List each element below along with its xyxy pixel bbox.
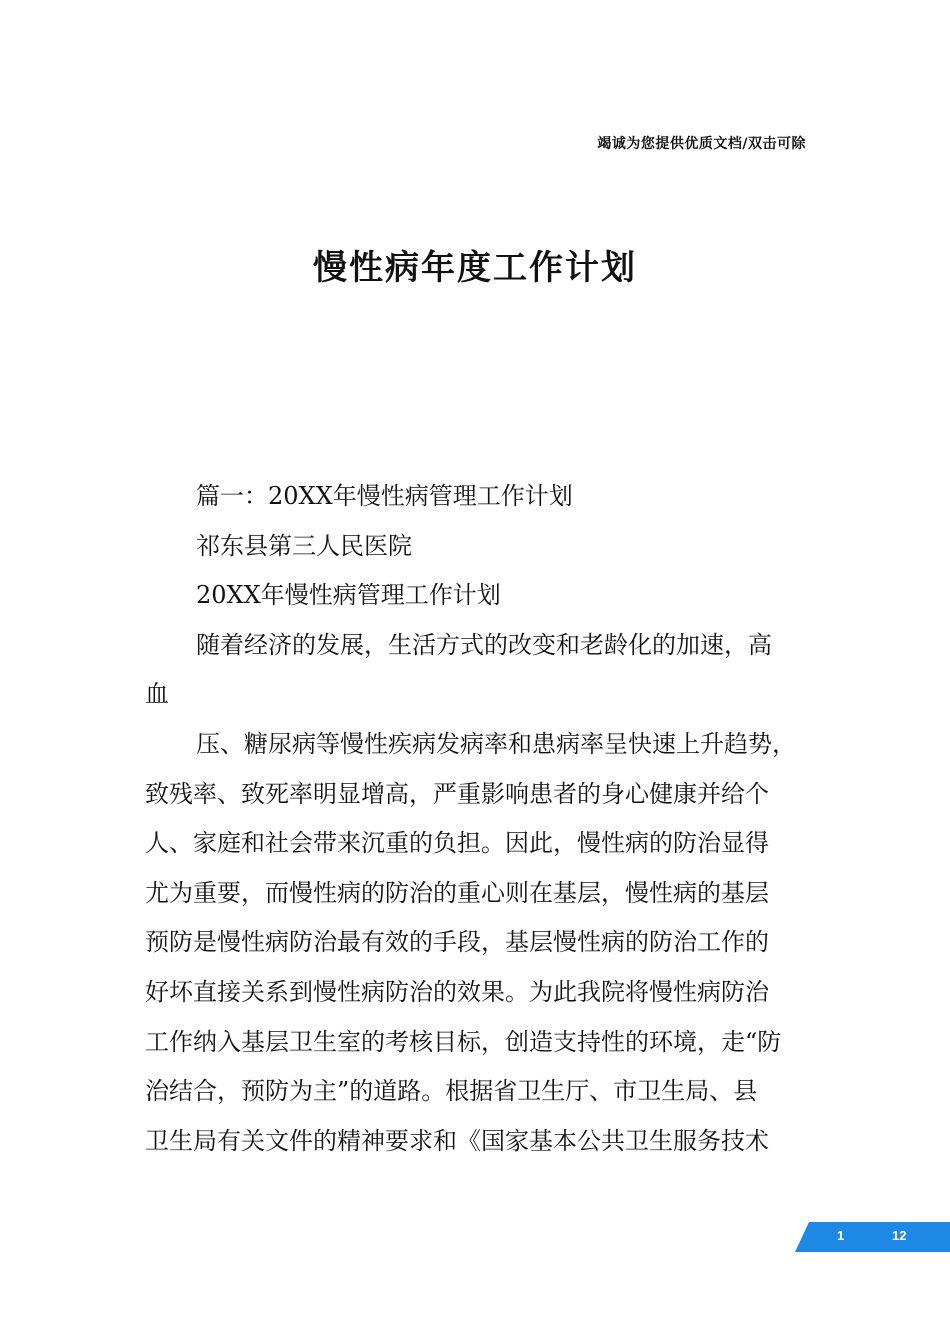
body-line: 预防是慢性病防治最有效的手段，基层慢性病的防治工作的 xyxy=(145,928,769,957)
page-number-badge xyxy=(795,1222,950,1252)
document-title: 慢性病年度工作计划 xyxy=(313,248,637,288)
body-line: 随着经济的发展，生活方式的改变和老龄化的加速，高 xyxy=(196,630,772,659)
total-page-count: 12 xyxy=(892,1228,907,1243)
body-line: 人、家庭和社会带来沉重的负担。因此，慢性病的防治显得 xyxy=(145,829,769,858)
body-line: 好坏直接关系到慢性病防治的效果。为此我院将慢性病防治 xyxy=(145,977,769,1006)
body-line: 压、糖尿病等慢性疾病发病率和患病率呈快速上升趋势， xyxy=(196,729,796,758)
body-line: 血 xyxy=(145,680,169,709)
page-badge-shape xyxy=(795,1222,950,1252)
document-body xyxy=(145,472,810,1166)
body-line: 尤为重要，而慢性病的防治的重心则在基层，慢性病的基层 xyxy=(145,878,769,907)
current-page-number: 1 xyxy=(837,1228,845,1243)
body-line: 工作纳入基层卫生室的考核目标，创造支持性的环境，走“防 xyxy=(145,1027,782,1056)
body-line: 篇一：20XX年慢性病管理工作计划 xyxy=(196,482,573,510)
body-line: 祁东县第三人民医院 xyxy=(196,531,412,560)
body-line: 治结合，预防为主”的道路。根据省卫生厅、市卫生局、县 xyxy=(145,1077,758,1106)
body-line: 20XX年慢性病管理工作计划 xyxy=(196,581,501,610)
body-line: 致残率、致死率明显增高，严重影响患者的身心健康并给个 xyxy=(145,779,769,808)
body-line: 卫生局有关文件的精神要求和《国家基本公共卫生服务技术 xyxy=(145,1126,769,1155)
header-note: 竭诚为您提供优质文档/双击可除 xyxy=(597,136,806,152)
